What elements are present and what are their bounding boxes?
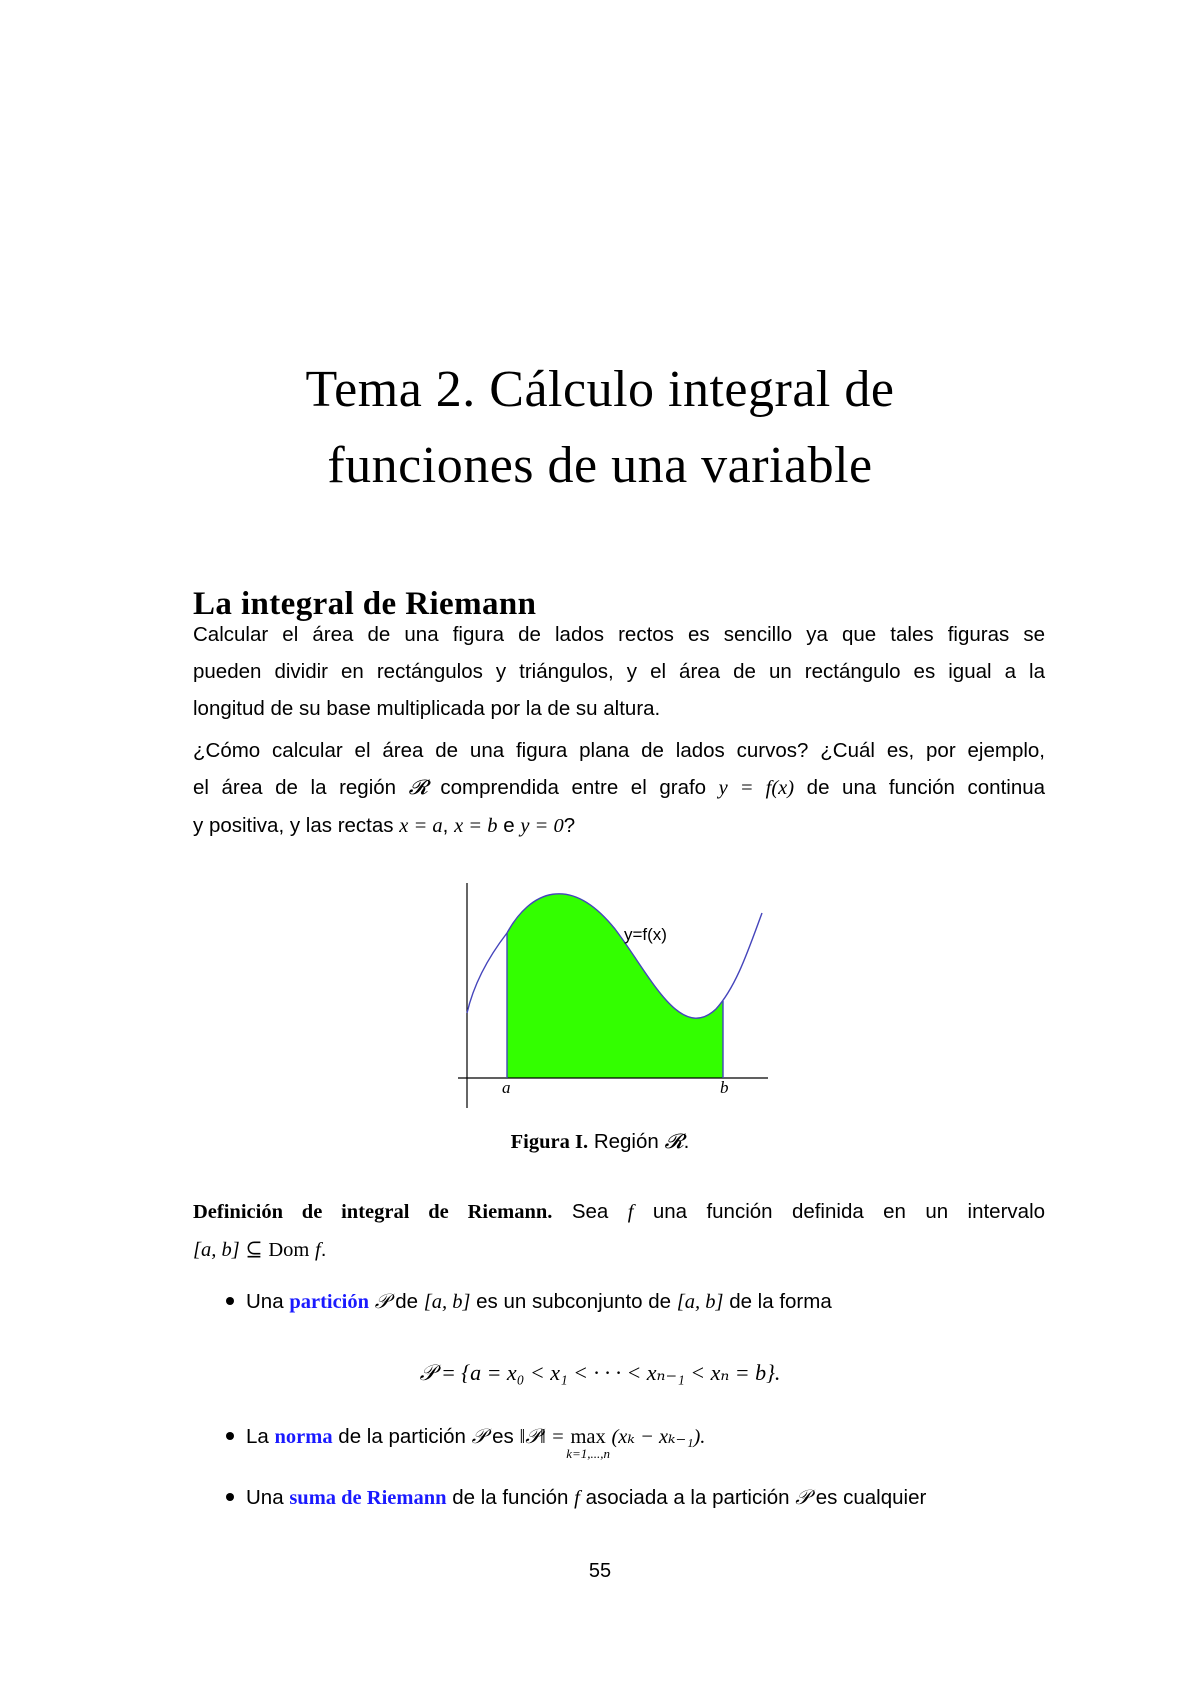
math-expression: ‖𝒫‖ = <box>519 1426 565 1448</box>
math-expression: (xₖ − xₖ₋₁). <box>611 1426 706 1448</box>
text-fragment: es un subconjunto de <box>476 1290 672 1313</box>
text-fragment: asociada a la partición <box>585 1486 790 1509</box>
caption-label: Figura I. <box>510 1131 589 1153</box>
paragraph-line <box>193 769 1045 807</box>
math-expression: 𝒫 = {a = x₀ < x₁ < · · · < xₙ₋₁ < xₙ = b}. <box>419 1360 781 1385</box>
partition-symbol: 𝒫 <box>795 1487 811 1509</box>
max-subscript: k=1,...,n <box>566 1446 610 1461</box>
keyword-suma-de-riemann: suma de Riemann <box>289 1487 447 1509</box>
paragraph-intro <box>193 616 1045 727</box>
paragraph-line <box>193 807 1045 845</box>
text-fragment: comprendida entre el grafo <box>440 776 707 799</box>
figure-caption <box>0 1130 1200 1154</box>
bullet-dot <box>226 1432 234 1440</box>
math-symbol: f <box>574 1487 580 1509</box>
riemann-region-figure <box>452 883 794 1115</box>
bullet-norm <box>226 1424 706 1461</box>
math-expression: y = 0 <box>520 815 564 837</box>
partition-display-equation <box>0 1360 1200 1386</box>
chapter-title-line-1: Tema 2. Cálculo integral de <box>305 361 895 418</box>
math-expression: [a, b] <box>193 1239 240 1261</box>
caption-end: . <box>683 1130 690 1153</box>
bullet-partition <box>226 1290 832 1314</box>
region-fill <box>507 894 723 1078</box>
paragraph-line: ¿Cómo calcular el área de una figura plana de lados curvos? ¿Cuál es, por ejemplo, <box>193 739 1045 762</box>
definition-lead: Definición de integral de Riemann. <box>193 1201 553 1223</box>
text-fragment: ? <box>563 814 576 837</box>
keyword-particion: partición <box>289 1291 370 1313</box>
text-fragment: . <box>320 1238 327 1261</box>
paragraph-question <box>193 732 1045 845</box>
text-fragment: de la partición <box>338 1425 466 1448</box>
math-expression: x = b <box>454 815 498 837</box>
bullet-dot <box>226 1493 234 1501</box>
bullet-riemann-sum <box>226 1486 926 1510</box>
text-fragment: Una <box>246 1486 284 1509</box>
chapter-title-line-2: funciones de una variable <box>327 437 873 494</box>
region-symbol: 𝓡 <box>664 1131 684 1153</box>
caption-text: Región <box>593 1130 659 1153</box>
math-symbol: f <box>627 1201 634 1223</box>
chapter-title <box>0 352 1200 504</box>
text-fragment: es <box>492 1425 514 1448</box>
text-fragment: Una <box>246 1290 284 1313</box>
text-fragment: , <box>442 814 449 837</box>
math-expression: x = a <box>399 815 443 837</box>
region-symbol: 𝓡 <box>408 777 428 799</box>
max-label: max <box>570 1426 606 1448</box>
text-fragment: e <box>503 814 515 837</box>
paragraph-line: pueden dividir en rectángulos y triángulos, y el área de un rectángulo es igual a la <box>193 660 1045 683</box>
paragraph-line: Calcular el área de una figura de lados rectos es sencillo ya que tales figuras se <box>193 623 1045 646</box>
curve-label: y=f(x) <box>624 925 667 944</box>
math-symbol: ⊆ <box>245 1239 263 1261</box>
math-symbol: f <box>315 1239 321 1261</box>
math-expression: [a, b] <box>423 1291 471 1313</box>
label-b: b <box>720 1078 729 1097</box>
text-fragment: una función definida en un intervalo <box>652 1200 1046 1223</box>
text-fragment: el área de la región <box>193 776 397 799</box>
math-expression: [a, b] <box>676 1291 724 1313</box>
keyword-norma: norma <box>274 1426 333 1448</box>
partition-symbol: 𝒫 <box>471 1426 487 1448</box>
text-fragment: La <box>246 1425 269 1448</box>
text-fragment: Sea <box>571 1200 609 1223</box>
text-fragment: de una función continua <box>806 776 1046 799</box>
definition-paragraph <box>193 1193 1045 1269</box>
label-a: a <box>502 1078 511 1097</box>
paragraph-line <box>193 1193 1045 1231</box>
bullet-dot <box>226 1297 234 1305</box>
section-title: La integral de Riemann <box>193 586 537 622</box>
paragraph-line <box>193 1231 1045 1269</box>
math-symbol: Dom <box>268 1239 310 1261</box>
text-fragment: de la forma <box>729 1290 832 1313</box>
text-fragment: y positiva, y las rectas <box>193 814 394 837</box>
paragraph-line: longitud de su base multiplicada por la de su altura. <box>193 697 661 720</box>
page-number: 55 <box>588 1560 612 1582</box>
max-operator <box>566 1426 610 1461</box>
text-fragment: de <box>395 1290 419 1313</box>
text-fragment: es cualquier <box>815 1486 927 1509</box>
math-expression: y = f(x) <box>718 777 795 799</box>
text-fragment: de la función <box>452 1486 569 1509</box>
partition-symbol: 𝒫 <box>374 1291 390 1313</box>
